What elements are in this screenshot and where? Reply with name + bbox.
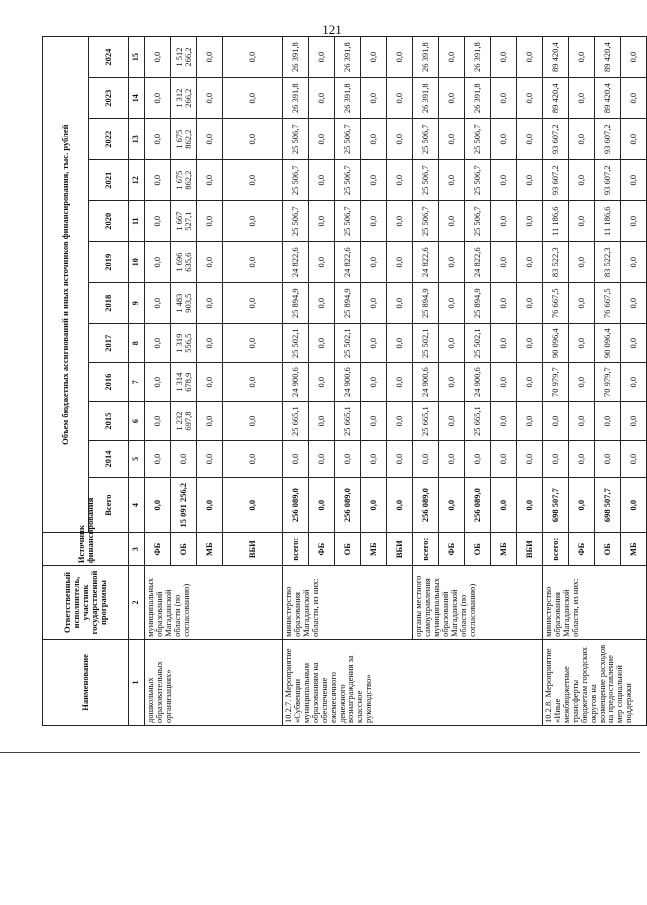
total-cell: 698 507,7 <box>543 477 569 532</box>
total-cell: 0,0 <box>309 477 335 532</box>
value-cell: 1 483 903,5 <box>171 283 197 324</box>
value-cell: 0,0 <box>309 37 335 78</box>
value-cell: 25 506,7 <box>283 201 309 242</box>
value-cell: 0,0 <box>145 37 171 78</box>
value-cell: 0,0 <box>387 78 413 119</box>
value-cell: 70 979,7 <box>543 363 569 402</box>
value-cell: 0,0 <box>387 119 413 160</box>
column-index: 9 <box>129 283 145 324</box>
value-cell: 0,0 <box>569 78 595 119</box>
value-cell: 0,0 <box>517 201 543 242</box>
source-cell: ФБ <box>569 533 595 566</box>
value-cell: 0,0 <box>309 119 335 160</box>
value-cell: 0,0 <box>361 201 387 242</box>
total-cell: 698 507,7 <box>595 477 621 532</box>
value-cell: 93 607,2 <box>543 119 569 160</box>
value-cell: 0,0 <box>387 160 413 201</box>
value-cell: 25 506,7 <box>335 119 361 160</box>
value-cell: 0,0 <box>439 201 465 242</box>
value-cell: 0,0 <box>387 283 413 324</box>
value-cell: 24 822,6 <box>413 242 439 283</box>
value-cell: 0,0 <box>517 402 543 441</box>
value-cell: 0,0 <box>439 363 465 402</box>
value-cell: 0,0 <box>517 78 543 119</box>
value-cell: 70 979,7 <box>595 363 621 402</box>
table-row <box>283 37 309 726</box>
value-cell: 0,0 <box>517 37 543 78</box>
header-year: 2015 <box>89 402 129 441</box>
source-cell: ВБИ <box>517 533 543 566</box>
value-cell: 0,0 <box>491 363 517 402</box>
value-cell: 1 675 862,2 <box>171 119 197 160</box>
value-cell: 26 391,8 <box>465 78 491 119</box>
value-cell: 83 522,3 <box>595 242 621 283</box>
value-cell: 1 319 556,5 <box>171 324 197 363</box>
value-cell: 25 665,1 <box>465 402 491 441</box>
value-cell: 0,0 <box>223 37 283 78</box>
value-cell: 90 096,4 <box>595 324 621 363</box>
value-cell: 0,0 <box>309 324 335 363</box>
value-cell: 0,0 <box>309 242 335 283</box>
value-cell: 0,0 <box>361 160 387 201</box>
total-cell: 0,0 <box>387 477 413 532</box>
value-cell: 89 420,4 <box>595 78 621 119</box>
source-cell: МБ <box>197 533 223 566</box>
value-cell: 76 667,5 <box>543 283 569 324</box>
value-cell: 0,0 <box>387 242 413 283</box>
value-cell: 0,0 <box>491 402 517 441</box>
value-cell: 0,0 <box>335 441 361 478</box>
value-cell: 0,0 <box>491 283 517 324</box>
total-cell: 0,0 <box>223 477 283 532</box>
value-cell: 0,0 <box>145 201 171 242</box>
column-index: 10 <box>129 242 145 283</box>
value-cell: 0,0 <box>223 324 283 363</box>
source-cell: МБ <box>621 533 647 566</box>
column-index: 1 <box>129 639 145 725</box>
value-cell: 25 894,9 <box>413 283 439 324</box>
total-cell: 0,0 <box>569 477 595 532</box>
value-cell: 0,0 <box>569 441 595 478</box>
source-cell: МБ <box>491 533 517 566</box>
value-cell: 25 894,9 <box>465 283 491 324</box>
source-cell: МБ <box>361 533 387 566</box>
value-cell: 25 665,1 <box>283 402 309 441</box>
value-cell: 0,0 <box>387 363 413 402</box>
value-cell: 0,0 <box>361 242 387 283</box>
value-cell: 0,0 <box>145 441 171 478</box>
value-cell: 25 502,1 <box>335 324 361 363</box>
value-cell: 0,0 <box>309 363 335 402</box>
value-cell: 0,0 <box>569 283 595 324</box>
value-cell: 0,0 <box>223 201 283 242</box>
value-cell: 24 822,6 <box>335 242 361 283</box>
value-cell: 0,0 <box>491 324 517 363</box>
header-year: 2018 <box>89 283 129 324</box>
value-cell: 25 502,1 <box>283 324 309 363</box>
total-cell: 0,0 <box>621 477 647 532</box>
value-cell: 0,0 <box>223 402 283 441</box>
value-cell: 0,0 <box>517 160 543 201</box>
column-index: 4 <box>129 477 145 532</box>
value-cell: 0,0 <box>197 37 223 78</box>
value-cell: 0,0 <box>361 324 387 363</box>
value-cell: 0,0 <box>595 402 621 441</box>
column-index: 14 <box>129 78 145 119</box>
value-cell: 0,0 <box>491 160 517 201</box>
value-cell: 24 822,6 <box>465 242 491 283</box>
column-index: 6 <box>129 402 145 441</box>
value-cell: 1 232 697,8 <box>171 402 197 441</box>
rotated-table-container <box>42 36 639 726</box>
source-cell: ВБИ <box>223 533 283 566</box>
header-total: Всего <box>89 477 129 532</box>
value-cell: 0,0 <box>621 160 647 201</box>
value-cell: 25 665,1 <box>335 402 361 441</box>
value-cell: 0,0 <box>569 363 595 402</box>
value-cell: 25 506,7 <box>413 160 439 201</box>
row-name-cell: 10.2.7. Мероприятие «Субвенции муниципальным образованиям на обеспечение ежемесячного денежного вознаграждения за классное руководство» <box>283 639 543 725</box>
value-cell: 0,0 <box>387 201 413 242</box>
value-cell: 0,0 <box>491 78 517 119</box>
value-cell: 26 391,8 <box>335 78 361 119</box>
value-cell: 0,0 <box>197 324 223 363</box>
total-cell: 256 089,0 <box>465 477 491 532</box>
row-executor-cell: министерство образования Магаданской области, из них: <box>283 566 413 640</box>
value-cell: 0,0 <box>309 78 335 119</box>
value-cell: 0,0 <box>543 402 569 441</box>
value-cell: 25 665,1 <box>413 402 439 441</box>
value-cell: 25 506,7 <box>465 160 491 201</box>
value-cell: 24 900,6 <box>335 363 361 402</box>
value-cell: 25 506,7 <box>465 201 491 242</box>
value-cell: 25 506,7 <box>335 201 361 242</box>
source-cell: ФБ <box>439 533 465 566</box>
header-year: 2014 <box>89 441 129 478</box>
value-cell: 0,0 <box>361 37 387 78</box>
value-cell: 0,0 <box>621 441 647 478</box>
value-cell: 0,0 <box>621 402 647 441</box>
value-cell: 0,0 <box>145 160 171 201</box>
total-cell: 15 091 256,2 <box>171 477 197 532</box>
value-cell: 76 667,5 <box>595 283 621 324</box>
value-cell: 0,0 <box>223 363 283 402</box>
value-cell: 0,0 <box>621 242 647 283</box>
value-cell: 0,0 <box>197 201 223 242</box>
value-cell: 0,0 <box>223 160 283 201</box>
column-index: 13 <box>129 119 145 160</box>
value-cell: 0,0 <box>621 37 647 78</box>
total-cell: 0,0 <box>491 477 517 532</box>
header-year: 2020 <box>89 201 129 242</box>
value-cell: 0,0 <box>491 37 517 78</box>
table-row <box>145 37 171 726</box>
value-cell: 1 314 678,9 <box>171 363 197 402</box>
header-year: 2024 <box>89 37 129 78</box>
source-cell: ОБ <box>171 533 197 566</box>
column-index: 5 <box>129 441 145 478</box>
source-cell: ВБИ <box>387 533 413 566</box>
value-cell: 0,0 <box>197 78 223 119</box>
value-cell: 25 506,7 <box>283 160 309 201</box>
header-year: 2021 <box>89 160 129 201</box>
value-cell: 0,0 <box>491 201 517 242</box>
value-cell: 0,0 <box>621 201 647 242</box>
table-viewport <box>42 36 639 726</box>
value-cell: 1 675 862,2 <box>171 160 197 201</box>
value-cell: 0,0 <box>145 78 171 119</box>
table-row <box>413 37 439 726</box>
page-number: 121 <box>322 22 342 37</box>
value-cell: 25 506,7 <box>335 160 361 201</box>
value-cell: 0,0 <box>309 402 335 441</box>
value-cell: 0,0 <box>223 78 283 119</box>
value-cell: 26 391,8 <box>413 78 439 119</box>
value-cell: 1 696 635,6 <box>171 242 197 283</box>
total-cell: 256 089,0 <box>283 477 309 532</box>
value-cell: 25 506,7 <box>283 119 309 160</box>
value-cell: 0,0 <box>197 402 223 441</box>
value-cell: 90 096,4 <box>543 324 569 363</box>
value-cell: 25 506,7 <box>465 119 491 160</box>
value-cell: 24 900,6 <box>465 363 491 402</box>
value-cell: 0,0 <box>517 242 543 283</box>
source-cell: ФБ <box>145 533 171 566</box>
value-cell: 0,0 <box>439 324 465 363</box>
value-cell: 0,0 <box>145 324 171 363</box>
value-cell: 0,0 <box>145 242 171 283</box>
value-cell: 0,0 <box>439 441 465 478</box>
value-cell: 11 186,6 <box>595 201 621 242</box>
value-cell: 0,0 <box>543 441 569 478</box>
value-cell: 0,0 <box>145 402 171 441</box>
header-year: 2019 <box>89 242 129 283</box>
value-cell: 93 607,2 <box>595 119 621 160</box>
value-cell: 0,0 <box>197 283 223 324</box>
value-cell: 24 900,6 <box>413 363 439 402</box>
value-cell: 25 506,7 <box>413 119 439 160</box>
value-cell: 11 186,6 <box>543 201 569 242</box>
value-cell: 0,0 <box>171 441 197 478</box>
value-cell: 0,0 <box>569 242 595 283</box>
value-cell: 0,0 <box>361 119 387 160</box>
value-cell: 26 391,8 <box>283 37 309 78</box>
value-cell: 1 667 527,1 <box>171 201 197 242</box>
value-cell: 26 391,8 <box>335 37 361 78</box>
value-cell: 0,0 <box>361 283 387 324</box>
value-cell: 0,0 <box>283 441 309 478</box>
value-cell: 0,0 <box>197 363 223 402</box>
total-cell: 0,0 <box>145 477 171 532</box>
total-cell: 0,0 <box>517 477 543 532</box>
value-cell: 89 420,4 <box>543 37 569 78</box>
value-cell: 0,0 <box>621 324 647 363</box>
header-name: Наименование <box>43 639 129 725</box>
value-cell: 0,0 <box>309 283 335 324</box>
value-cell: 0,0 <box>361 78 387 119</box>
value-cell: 0,0 <box>439 283 465 324</box>
value-cell: 25 502,1 <box>413 324 439 363</box>
source-cell: ФБ <box>309 533 335 566</box>
row-name-cell: 10.2.8. Мероприятие «Иные межбюджетные трансферты бюджетам городских округов на возмещение расходов на предоставление мер социальной поддержки <box>543 639 647 725</box>
header-executor: Ответственный исполнитель, участник государственной программы <box>43 566 129 640</box>
total-cell: 0,0 <box>361 477 387 532</box>
value-cell: 0,0 <box>439 402 465 441</box>
source-cell: всего: <box>283 533 309 566</box>
row-executor-cell: органы местного самоуправления муниципальных образований Магаданской области (по согласованию) <box>413 566 543 640</box>
value-cell: 0,0 <box>223 441 283 478</box>
value-cell: 0,0 <box>361 402 387 441</box>
header-year: 2016 <box>89 363 129 402</box>
value-cell: 0,0 <box>569 160 595 201</box>
value-cell: 0,0 <box>439 119 465 160</box>
value-cell: 0,0 <box>569 37 595 78</box>
header-source: Источник финансирования <box>43 533 129 566</box>
total-cell: 256 089,0 <box>335 477 361 532</box>
value-cell: 24 900,6 <box>283 363 309 402</box>
value-cell: 0,0 <box>465 441 491 478</box>
value-cell: 0,0 <box>145 283 171 324</box>
total-cell: 0,0 <box>197 477 223 532</box>
value-cell: 0,0 <box>517 119 543 160</box>
value-cell: 1 312 266,2 <box>171 78 197 119</box>
value-cell: 0,0 <box>309 160 335 201</box>
value-cell: 0,0 <box>595 441 621 478</box>
value-cell: 0,0 <box>569 201 595 242</box>
value-cell: 0,0 <box>387 37 413 78</box>
row-name-cell: дошкольных образовательных организациях» <box>145 639 283 725</box>
value-cell: 0,0 <box>517 441 543 478</box>
column-index: 7 <box>129 363 145 402</box>
value-cell: 0,0 <box>621 78 647 119</box>
value-cell: 0,0 <box>491 242 517 283</box>
value-cell: 0,0 <box>491 119 517 160</box>
header-year: 2017 <box>89 324 129 363</box>
value-cell: 83 522,3 <box>543 242 569 283</box>
table-row <box>543 37 569 726</box>
budget-table <box>42 36 647 726</box>
page-divider <box>0 752 640 753</box>
value-cell: 0,0 <box>197 160 223 201</box>
value-cell: 89 420,4 <box>543 78 569 119</box>
value-cell: 93 607,2 <box>543 160 569 201</box>
value-cell: 0,0 <box>387 402 413 441</box>
value-cell: 0,0 <box>223 283 283 324</box>
value-cell: 0,0 <box>621 119 647 160</box>
value-cell: 26 391,8 <box>283 78 309 119</box>
value-cell: 0,0 <box>413 441 439 478</box>
value-cell: 89 420,4 <box>595 37 621 78</box>
value-cell: 0,0 <box>309 201 335 242</box>
source-cell: ОБ <box>335 533 361 566</box>
header-year: 2022 <box>89 119 129 160</box>
value-cell: 0,0 <box>439 160 465 201</box>
value-cell: 0,0 <box>145 363 171 402</box>
column-index: 8 <box>129 324 145 363</box>
source-cell: всего: <box>543 533 569 566</box>
column-index: 12 <box>129 160 145 201</box>
column-index: 15 <box>129 37 145 78</box>
total-cell: 0,0 <box>439 477 465 532</box>
value-cell: 25 894,9 <box>335 283 361 324</box>
value-cell: 0,0 <box>223 242 283 283</box>
header-funding: Объем бюджетных ассигнований и иных источников финансирования, тыс. рублей <box>43 37 89 533</box>
value-cell: 0,0 <box>197 119 223 160</box>
source-cell: ОБ <box>465 533 491 566</box>
row-executor-cell: муниципальных образований Магаданской области (по согласованию) <box>145 566 283 640</box>
value-cell: 0,0 <box>439 37 465 78</box>
source-cell: всего: <box>413 533 439 566</box>
value-cell: 0,0 <box>361 363 387 402</box>
value-cell: 0,0 <box>439 242 465 283</box>
value-cell: 0,0 <box>387 441 413 478</box>
value-cell: 93 607,2 <box>595 160 621 201</box>
value-cell: 26 391,8 <box>413 37 439 78</box>
value-cell: 0,0 <box>621 363 647 402</box>
value-cell: 0,0 <box>197 242 223 283</box>
value-cell: 0,0 <box>361 441 387 478</box>
value-cell: 0,0 <box>223 119 283 160</box>
source-cell: ОБ <box>595 533 621 566</box>
total-cell: 256 089,0 <box>413 477 439 532</box>
column-index: 11 <box>129 201 145 242</box>
value-cell: 0,0 <box>621 283 647 324</box>
value-cell: 0,0 <box>439 78 465 119</box>
value-cell: 26 391,8 <box>465 37 491 78</box>
value-cell: 0,0 <box>197 441 223 478</box>
value-cell: 25 502,1 <box>465 324 491 363</box>
header-year: 2023 <box>89 78 129 119</box>
row-executor-cell: министерство образования Магаданской области, из них: <box>543 566 647 640</box>
value-cell: 0,0 <box>517 324 543 363</box>
column-index: 2 <box>129 566 145 640</box>
value-cell: 24 822,6 <box>283 242 309 283</box>
column-index: 3 <box>129 533 145 566</box>
value-cell: 0,0 <box>309 441 335 478</box>
value-cell: 0,0 <box>145 119 171 160</box>
value-cell: 0,0 <box>569 119 595 160</box>
value-cell: 0,0 <box>387 324 413 363</box>
value-cell: 0,0 <box>569 324 595 363</box>
value-cell: 0,0 <box>491 441 517 478</box>
value-cell: 25 894,9 <box>283 283 309 324</box>
value-cell: 25 506,7 <box>413 201 439 242</box>
value-cell: 0,0 <box>569 402 595 441</box>
value-cell: 0,0 <box>517 283 543 324</box>
value-cell: 1 512 266,2 <box>171 37 197 78</box>
value-cell: 0,0 <box>517 363 543 402</box>
